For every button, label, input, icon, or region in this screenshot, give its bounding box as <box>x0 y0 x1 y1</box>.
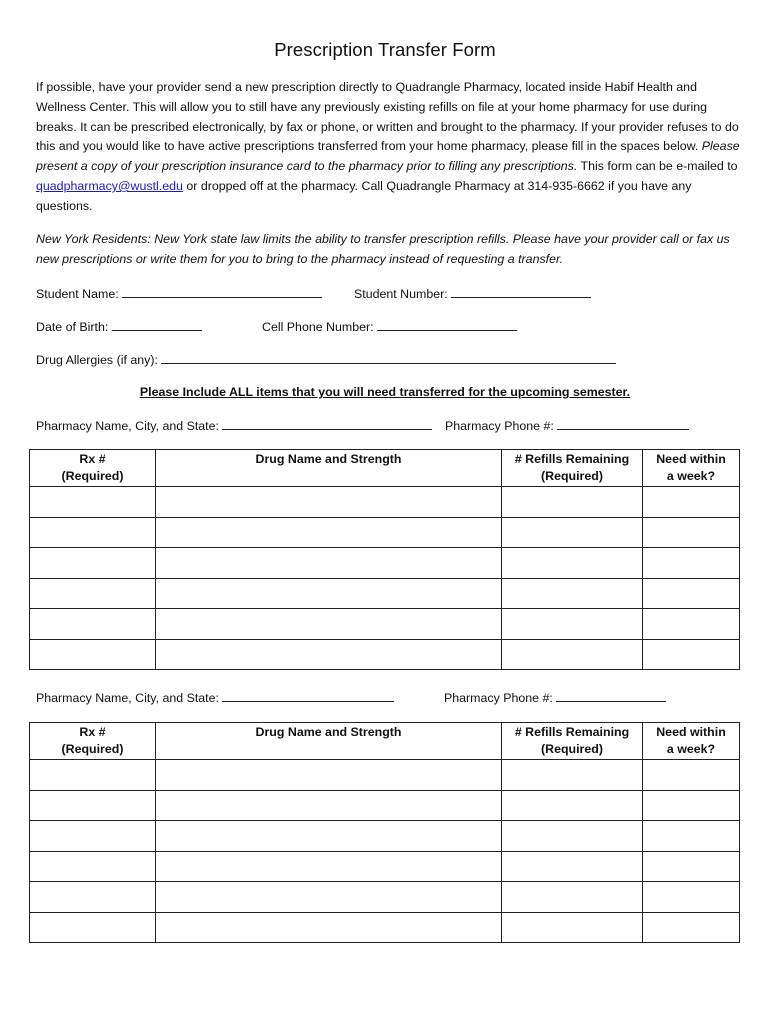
rx-number-header: Rx # (Required) <box>30 450 156 487</box>
rx-cell[interactable] <box>30 639 156 670</box>
drug-cell[interactable] <box>156 760 502 791</box>
pharmacy-1-name-label: Pharmacy Name, City, and State: <box>36 419 219 433</box>
form-title: Prescription Transfer Form <box>274 39 496 60</box>
refills-cell[interactable] <box>502 548 643 579</box>
student-name-label: Student Name: <box>36 287 119 301</box>
rx-cell[interactable] <box>30 790 156 821</box>
drug-cell[interactable] <box>156 548 502 579</box>
table-header-row <box>30 723 740 760</box>
table-row <box>30 882 740 913</box>
date-of-birth-blank[interactable] <box>112 319 202 331</box>
date-of-birth-label: Date of Birth: <box>36 320 109 334</box>
week-cell[interactable] <box>643 517 740 548</box>
week-cell[interactable] <box>643 548 740 579</box>
contact-text: or dropped off at the pharmacy. Call Quadrangle Pharmacy at 314-935-6662 if you have any questions. <box>36 178 692 213</box>
rx-cell[interactable] <box>30 882 156 913</box>
table-header-row <box>30 450 740 487</box>
week-cell[interactable] <box>643 760 740 791</box>
drug-cell[interactable] <box>156 578 502 609</box>
pharmacy-2-name-field[interactable] <box>36 690 394 705</box>
refills-remaining-header: # Refills Remaining (Required) <box>502 723 643 760</box>
rx-cell[interactable] <box>30 578 156 609</box>
pharmacy-2-phone-field[interactable] <box>444 690 666 705</box>
drug-cell[interactable] <box>156 821 502 852</box>
rx-cell[interactable] <box>30 517 156 548</box>
drug-cell[interactable] <box>156 790 502 821</box>
student-name-field[interactable] <box>36 286 322 301</box>
new-york-notice: New York Residents: New York state law limits the ability to transfer prescription refills. Please have your provider call or fax us new prescriptions or write them for you to bring to the pharmacy instead of requesting a transfer. <box>36 232 730 266</box>
need-within-week-header: Need within a week? <box>643 450 740 487</box>
pharmacy-1-phone-blank[interactable] <box>557 418 689 430</box>
refills-cell[interactable] <box>502 790 643 821</box>
include-all-notice: Please Include ALL items that you will need transferred for the upcoming semester. <box>139 385 631 399</box>
table-row <box>30 790 740 821</box>
pharmacy-2-phone-label: Pharmacy Phone #: <box>444 691 553 705</box>
table-row <box>30 639 740 670</box>
pharmacy-2-name-label: Pharmacy Name, City, and State: <box>36 691 219 705</box>
table-row <box>30 578 740 609</box>
rx-cell[interactable] <box>30 821 156 852</box>
rx-cell[interactable] <box>30 851 156 882</box>
week-cell[interactable] <box>643 912 740 943</box>
need-within-week-header: Need within a week? <box>643 723 740 760</box>
week-cell[interactable] <box>643 851 740 882</box>
rx-cell[interactable] <box>30 487 156 518</box>
student-number-label: Student Number: <box>354 287 448 301</box>
drug-allergies-field[interactable] <box>36 352 616 367</box>
table-row <box>30 609 740 640</box>
rx-cell[interactable] <box>30 760 156 791</box>
drug-allergies-blank[interactable] <box>161 352 616 364</box>
pharmacy-email-link[interactable]: quadpharmacy@wustl.edu <box>36 178 183 193</box>
week-cell[interactable] <box>643 790 740 821</box>
pharmacy-2-phone-blank[interactable] <box>556 690 666 702</box>
date-of-birth-field[interactable] <box>36 319 202 334</box>
table-row <box>30 851 740 882</box>
week-cell[interactable] <box>643 821 740 852</box>
drug-cell[interactable] <box>156 517 502 548</box>
insurance-card-note: Please present a copy of your prescription insurance card to the pharmacy prior to filling any prescriptions. <box>36 139 740 174</box>
rx-cell[interactable] <box>30 912 156 943</box>
drug-cell[interactable] <box>156 639 502 670</box>
intro-paragraph <box>36 78 740 217</box>
drug-cell[interactable] <box>156 609 502 640</box>
table-row <box>30 912 740 943</box>
rx-cell[interactable] <box>30 548 156 579</box>
table-row <box>30 821 740 852</box>
refills-cell[interactable] <box>502 487 643 518</box>
refills-cell[interactable] <box>502 517 643 548</box>
drug-name-header: Drug Name and Strength <box>156 450 502 487</box>
student-number-field[interactable] <box>354 286 591 301</box>
refills-cell[interactable] <box>502 639 643 670</box>
pharmacy-2-name-blank[interactable] <box>222 690 394 702</box>
refills-cell[interactable] <box>502 821 643 852</box>
drug-cell[interactable] <box>156 882 502 913</box>
drug-cell[interactable] <box>156 851 502 882</box>
week-cell[interactable] <box>643 882 740 913</box>
week-cell[interactable] <box>643 487 740 518</box>
pharmacy-1-phone-label: Pharmacy Phone #: <box>445 419 554 433</box>
cell-phone-field[interactable] <box>262 319 517 334</box>
rx-number-header: Rx # (Required) <box>30 723 156 760</box>
email-lead-text: This form can be e-mailed to <box>580 159 738 174</box>
refills-cell[interactable] <box>502 578 643 609</box>
refills-remaining-header: # Refills Remaining (Required) <box>502 450 643 487</box>
pharmacy-1-name-field[interactable] <box>36 418 432 433</box>
week-cell[interactable] <box>643 578 740 609</box>
cell-phone-blank[interactable] <box>377 319 517 331</box>
intro-text: If possible, have your provider send a new prescription directly to Quadrangle Pharmacy, located inside Habif Health and Wellness Center. This will allow you to still have any previously existing refills on file at your home pharmacy for use during breaks. It can be prescribed electronically, by fax or phone, or written and brought to the pharmacy. If your provider refuses to do this and you would like to have active prescriptions transferred from your home pharmacy, please fill in the spaces below. <box>36 80 739 154</box>
week-cell[interactable] <box>643 639 740 670</box>
student-name-blank[interactable] <box>122 286 322 298</box>
drug-cell[interactable] <box>156 487 502 518</box>
cell-phone-label: Cell Phone Number: <box>262 320 374 334</box>
student-number-blank[interactable] <box>451 286 591 298</box>
refills-cell[interactable] <box>502 882 643 913</box>
pharmacy-1-phone-field[interactable] <box>445 418 689 433</box>
refills-cell[interactable] <box>502 851 643 882</box>
drug-cell[interactable] <box>156 912 502 943</box>
refills-cell[interactable] <box>502 760 643 791</box>
table-row <box>30 517 740 548</box>
pharmacy-1-name-blank[interactable] <box>222 418 432 430</box>
week-cell[interactable] <box>643 609 740 640</box>
rx-cell[interactable] <box>30 609 156 640</box>
drug-allergies-label: Drug Allergies (if any): <box>36 353 158 367</box>
table-row <box>30 487 740 518</box>
table-row <box>30 548 740 579</box>
refills-cell[interactable] <box>502 609 643 640</box>
pharmacy-2-rx-table <box>29 722 740 943</box>
table-row <box>30 760 740 791</box>
pharmacy-1-rx-table <box>29 449 740 670</box>
drug-name-header: Drug Name and Strength <box>156 723 502 760</box>
refills-cell[interactable] <box>502 912 643 943</box>
